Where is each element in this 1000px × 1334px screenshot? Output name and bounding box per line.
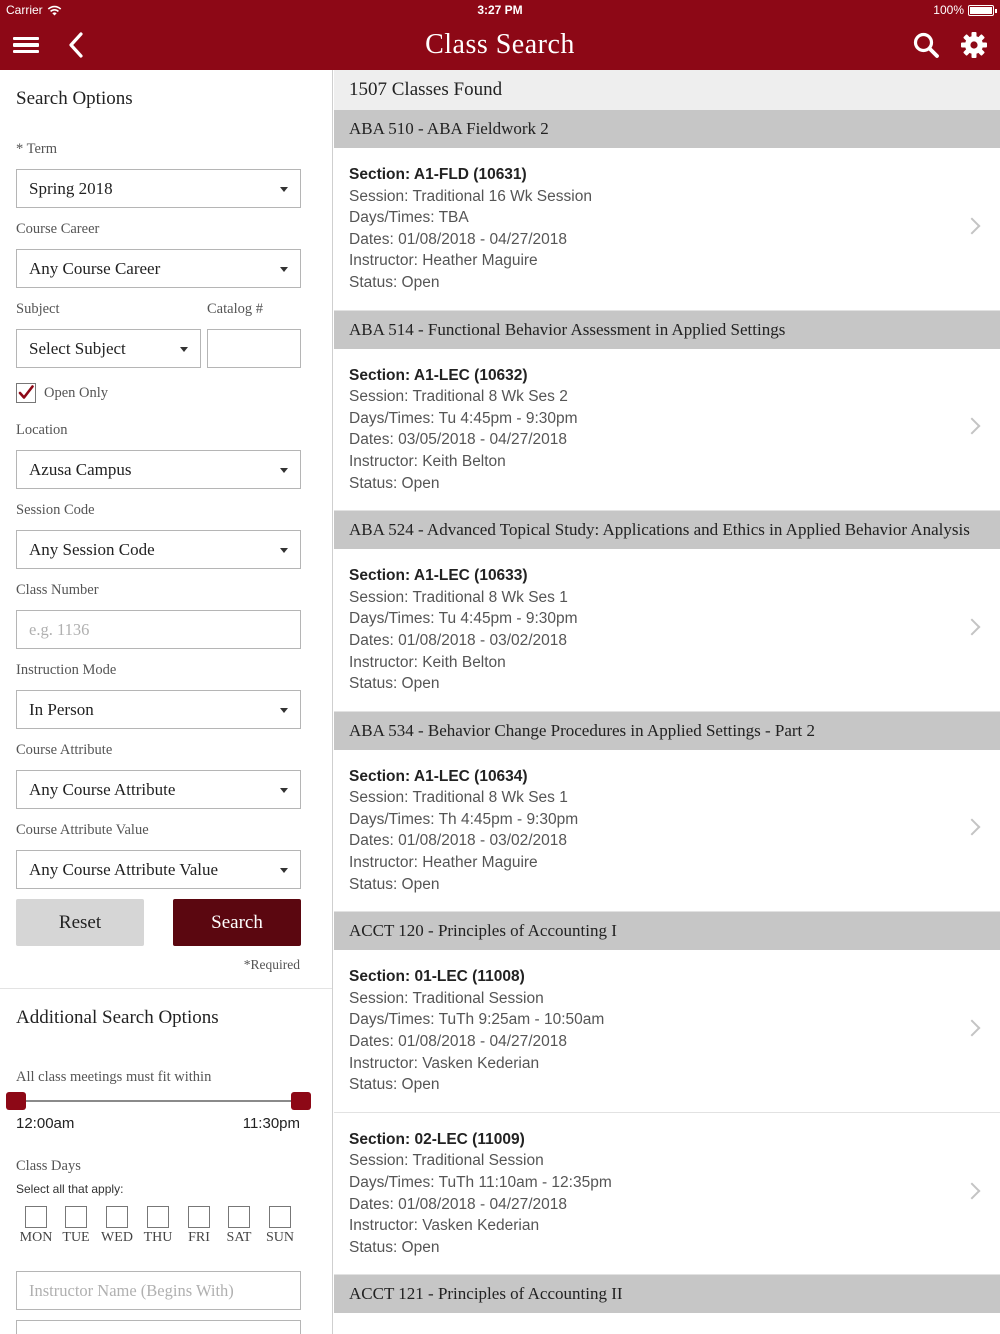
subject-value: Select Subject <box>29 339 126 358</box>
section-instructor: Instructor: Heather Maguire <box>349 252 538 270</box>
day-fri[interactable]: FRI <box>178 1206 220 1246</box>
open-only-label: Open Only <box>44 385 109 401</box>
additional-options-title: Additional Search Options <box>16 1007 219 1028</box>
results-panel <box>334 70 1000 1334</box>
battery-percent: 100% <box>933 3 964 17</box>
session-code-select[interactable] <box>16 530 301 569</box>
course-header: ABA 524 - Advanced Topical Study: Applications and Ethics in Applied Behavior Analysis <box>334 511 1000 549</box>
instruction-mode-select[interactable] <box>16 690 301 729</box>
day-mon[interactable]: MON <box>15 1206 57 1246</box>
location-select[interactable] <box>16 450 301 489</box>
course-attribute-value: Any Course Attribute <box>29 780 176 799</box>
section-status: Status: Open <box>349 675 440 693</box>
caret-down-icon <box>280 187 288 192</box>
day-thu[interactable]: THU <box>137 1206 179 1246</box>
day-checkbox[interactable] <box>25 1206 47 1228</box>
caret-down-icon <box>180 347 188 352</box>
course-header: ACCT 121 - Principles of Accounting II <box>334 1275 1000 1313</box>
section-title: Section: A1-FLD (10631) <box>349 166 527 183</box>
section-row[interactable] <box>334 750 1000 913</box>
section-days: Days/Times: Tu 4:45pm - 9:30pm <box>349 610 578 628</box>
subject-label: Subject <box>16 301 60 317</box>
section-row[interactable] <box>334 349 1000 512</box>
search-button[interactable]: Search <box>173 899 301 946</box>
day-checkbox[interactable] <box>65 1206 87 1228</box>
catalog-input[interactable] <box>207 329 301 368</box>
section-session: Session: Traditional 8 Wk Ses 1 <box>349 789 568 807</box>
section-instructor: Instructor: Vasken Kederian <box>349 1054 540 1072</box>
open-only-checkbox[interactable] <box>16 383 36 403</box>
course-header: ABA 534 - Behavior Change Procedures in Applied Settings - Part 2 <box>334 712 1000 750</box>
section-days: Days/Times: Th 4:45pm - 9:30pm <box>349 810 579 828</box>
course-header: ABA 510 - ABA Fieldwork 2 <box>334 110 1000 148</box>
course-attribute-label: Course Attribute <box>16 742 113 758</box>
location-value: Azusa Campus <box>29 460 132 479</box>
class-number-input[interactable] <box>16 610 301 649</box>
section-session: Session: Traditional 16 Wk Session <box>349 187 592 205</box>
section-status: Status: Open <box>349 1076 440 1094</box>
section-session: Session: Traditional 8 Wk Ses 2 <box>349 388 568 406</box>
course-header: ACCT 120 - Principles of Accounting I <box>334 912 1000 950</box>
section-days: Days/Times: TBA <box>349 209 469 227</box>
course-attribute-value-label: Course Attribute Value <box>16 822 149 838</box>
slider-end-handle[interactable] <box>291 1092 311 1110</box>
term-select[interactable] <box>16 169 301 208</box>
catalog-label: Catalog # <box>207 301 263 317</box>
caret-down-icon <box>280 788 288 793</box>
search-options-title: Search Options <box>16 88 133 109</box>
career-select[interactable] <box>16 249 301 288</box>
day-checkbox[interactable] <box>188 1206 210 1228</box>
section-dates: Dates: 03/05/2018 - 04/27/2018 <box>349 431 568 449</box>
page-title: Class Search <box>425 29 575 60</box>
class-days-label: Class Days <box>16 1158 81 1174</box>
class-number-label: Class Number <box>16 582 99 598</box>
class-days-hint: Select all that apply: <box>16 1182 124 1196</box>
day-sun[interactable]: SUN <box>259 1206 301 1246</box>
section-instructor: Instructor: Heather Maguire <box>349 854 538 872</box>
instruction-mode-label: Instruction Mode <box>16 662 117 678</box>
battery-icon <box>968 5 994 16</box>
day-checkbox[interactable] <box>228 1206 250 1228</box>
course-attribute-value-select[interactable] <box>16 850 301 889</box>
status-right <box>933 3 994 17</box>
section-status: Status: Open <box>349 273 440 291</box>
caret-down-icon <box>280 708 288 713</box>
section-row[interactable] <box>334 549 1000 712</box>
caret-down-icon <box>280 267 288 272</box>
session-code-label: Session Code <box>16 502 95 518</box>
day-checkbox[interactable] <box>269 1206 291 1228</box>
section-status: Status: Open <box>349 875 440 893</box>
start-time-label: 12:00am <box>16 1115 75 1132</box>
term-value: Spring 2018 <box>29 179 113 198</box>
status-bar <box>0 0 1000 20</box>
end-time-label: 11:30pm <box>242 1115 300 1132</box>
day-sat[interactable]: SAT <box>218 1206 260 1246</box>
section-session: Session: Traditional Session <box>349 989 544 1007</box>
carrier-label: Carrier <box>6 3 43 17</box>
section-divider <box>0 988 333 989</box>
section-row[interactable] <box>334 950 1000 1113</box>
career-label: Course Career <box>16 221 100 237</box>
location-label: Location <box>16 422 68 438</box>
day-checkbox[interactable] <box>106 1206 128 1228</box>
day-wed[interactable]: WED <box>96 1206 138 1246</box>
search-icon[interactable] <box>906 20 946 70</box>
course-attribute-value-value: Any Course Attribute Value <box>29 860 219 879</box>
instructor-name-input[interactable] <box>16 1271 301 1310</box>
next-field-input[interactable] <box>16 1320 301 1334</box>
section-dates: Dates: 01/08/2018 - 04/27/2018 <box>349 1195 568 1213</box>
caret-down-icon <box>280 548 288 553</box>
instruction-mode-value: In Person <box>29 700 94 719</box>
career-value: Any Course Career <box>29 259 161 278</box>
caret-down-icon <box>280 468 288 473</box>
section-title: Section: 02-LEC (11009) <box>349 1130 525 1148</box>
status-time: 3:27 PM <box>477 3 523 17</box>
section-instructor: Instructor: Keith Belton <box>349 452 506 470</box>
slider-start-handle[interactable] <box>6 1092 26 1110</box>
course-attribute-select[interactable] <box>16 770 301 809</box>
meetings-label: All class meetings must fit within <box>16 1069 212 1085</box>
term-label: * Term <box>16 141 58 157</box>
section-title: Section: A1-LEC (10632) <box>349 366 528 384</box>
required-note: *Required <box>243 957 300 972</box>
section-title: Section: A1-LEC (10633) <box>349 567 528 585</box>
section-session: Session: Traditional Session <box>349 1152 544 1170</box>
reset-button[interactable]: Reset <box>16 899 144 946</box>
section-instructor: Instructor: Keith Belton <box>349 653 506 671</box>
section-status: Status: Open <box>349 474 440 492</box>
section-days: Days/Times: TuTh 9:25am - 10:50am <box>349 1011 605 1029</box>
nav-bar <box>0 20 1000 70</box>
gear-icon[interactable] <box>954 20 994 70</box>
section-title: Section: 01-LEC (11008) <box>349 968 525 986</box>
day-checkbox[interactable] <box>147 1206 169 1228</box>
results-list <box>334 110 1000 1313</box>
section-instructor: Instructor: Vasken Kederian <box>349 1217 540 1235</box>
caret-down-icon <box>280 868 288 873</box>
course-header: ABA 514 - Functional Behavior Assessment in Applied Settings <box>334 311 1000 349</box>
subject-select[interactable] <box>16 329 201 368</box>
day-tue[interactable]: TUE <box>55 1206 97 1246</box>
section-days: Days/Times: Tu 4:45pm - 9:30pm <box>349 409 578 427</box>
session-code-value: Any Session Code <box>29 540 155 559</box>
time-range-slider[interactable] <box>16 1100 301 1102</box>
section-dates: Dates: 01/08/2018 - 04/27/2018 <box>349 230 568 248</box>
section-row[interactable] <box>334 1113 1000 1276</box>
section-dates: Dates: 01/08/2018 - 03/02/2018 <box>349 832 568 850</box>
checkmark-icon <box>17 384 35 402</box>
section-dates: Dates: 01/08/2018 - 03/02/2018 <box>349 631 568 649</box>
section-title: Section: A1-LEC (10634) <box>349 767 528 785</box>
section-days: Days/Times: TuTh 11:10am - 12:35pm <box>349 1174 612 1191</box>
section-dates: Dates: 01/08/2018 - 04/27/2018 <box>349 1033 568 1051</box>
section-status: Status: Open <box>349 1238 440 1256</box>
section-row[interactable] <box>334 148 1000 311</box>
search-options-panel <box>0 70 333 1334</box>
results-count: 1507 Classes Found <box>334 70 1000 110</box>
section-session: Session: Traditional 8 Wk Ses 1 <box>349 588 568 606</box>
